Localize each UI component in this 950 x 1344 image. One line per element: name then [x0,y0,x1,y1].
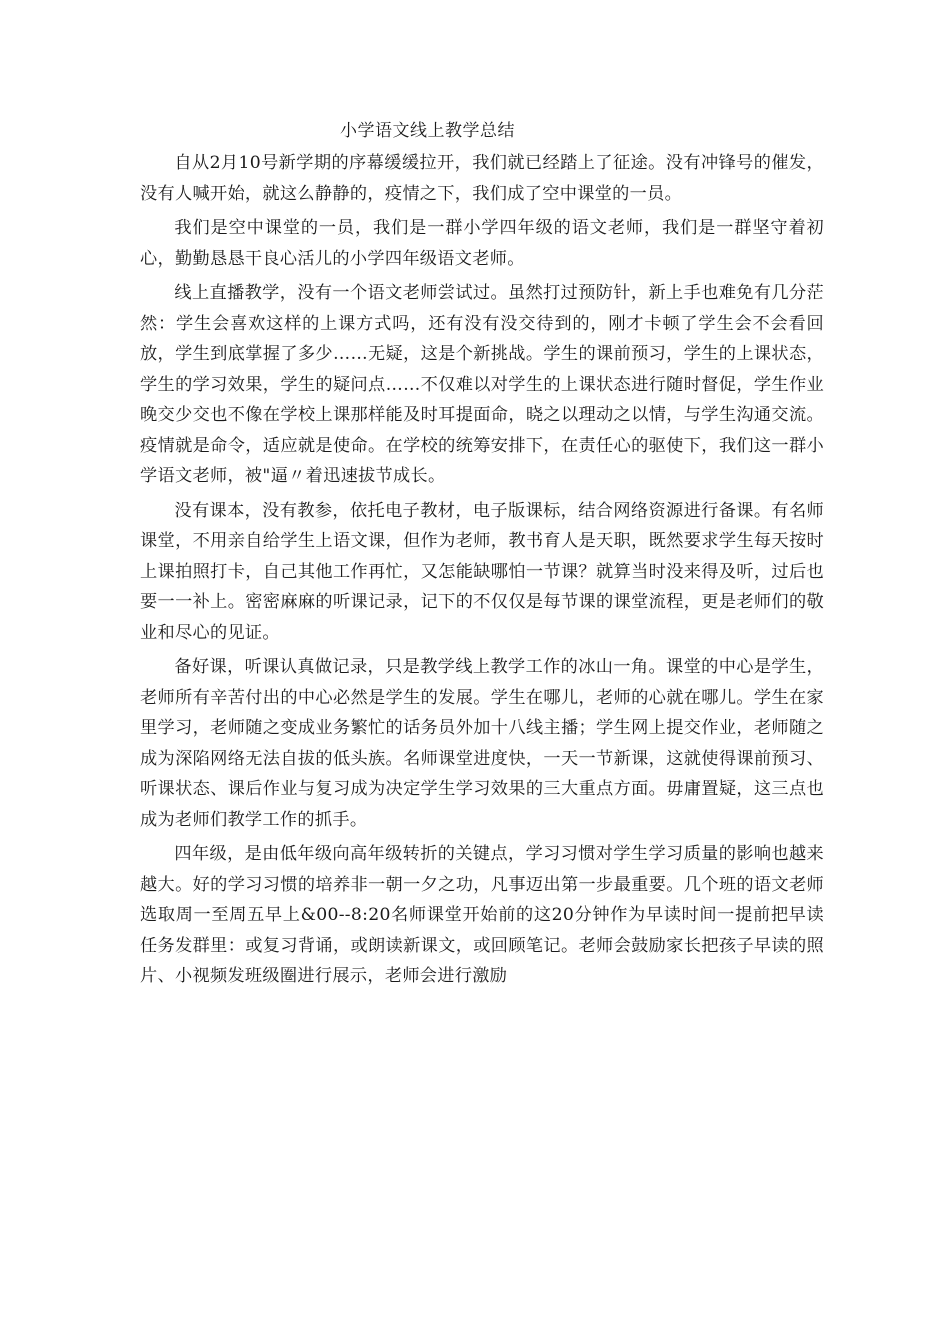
paragraph-1: 自从2月10号新学期的序幕缓缓拉开，我们就已经踏上了征途。没有冲锋号的催发，没有人喊开始，就这么静静的，疫情之下，我们成了空中课堂的一员。 [140,153,824,204]
paragraph-2: 我们是空中课堂的一员，我们是一群小学四年级的语文老师，我们是一群坚守着初心，勤勤恳恳干良心活儿的小学四年级语文老师。 [140,218,824,269]
document-page [140,118,824,996]
paragraph-6: 四年级，是由低年级向高年级转折的关键点，学习习惯对学生学习质量的影响也越来越大。好的学习习惯的培养非一朝一夕之功，凡事迈出第一步最重要。几个班的语文老师选取周一至周五早上&00--8:20名师课堂开始前的这20分钟作为早读时间一提前把早读任务发群里：或复习背诵，或朗读新课文，或回顾笔记。老师会鼓励家长把孩子早读的照片、小视频发班级圈进行展示，老师会进行激励 [140,844,824,986]
document-title: 小学语文线上教学总结 [340,121,515,141]
paragraph-4: 没有课本，没有教参，依托电子教材，电子版课标，结合网络资源进行备课。有名师课堂，不用亲自给学生上语文课，但作为老师，教书育人是天职，既然要求学生每天按时上课拍照打卡，自己其他工作再忙，又怎能缺哪怕一节课？就算当时没来得及听，过后也要一一补上。密密麻麻的听课记录，记下的不仅仅是每节课的课堂流程，更是老师们的敬业和尽心的见证。 [140,500,824,643]
paragraph-3: 线上直播教学，没有一个语文老师尝试过。虽然打过预防针，新上手也难免有几分茫然：学生会喜欢这样的上课方式吗，还有没有没交待到的，刚才卡顿了学生会不会看回放，学生到底掌握了多少……无疑，这是个新挑战。学生的课前预习，学生的上课状态，学生的学习效果，学生的疑问点……不仅难以对学生的上课状态进行随时督促，学生作业晚交少交也不像在学校上课那样能及时耳提面命，晓之以理动之以情，与学生沟通交流。疫情就是命令，适应就是使命。在学校的统筹安排下，在责任心的驱使下，我们这一群小学语文老师，被"逼〃着迅速拔节成长。 [140,283,824,486]
paragraph-5: 备好课，听课认真做记录，只是教学线上教学工作的冰山一角。课堂的中心是学生，老师所有辛苦付出的中心必然是学生的发展。学生在哪儿，老师的心就在哪儿。学生在家里学习，老师随之变成业务繁忙的话务员外加十八线主播；学生网上提交作业，老师随之成为深陷网络无法自拔的低头族。名师课堂进度快，一天一节新课，这就使得课前预习、听课状态、课后作业与复习成为决定学生学习效果的三大重点方面。毋庸置疑，这三点也成为老师们教学工作的抓手。 [140,657,824,830]
